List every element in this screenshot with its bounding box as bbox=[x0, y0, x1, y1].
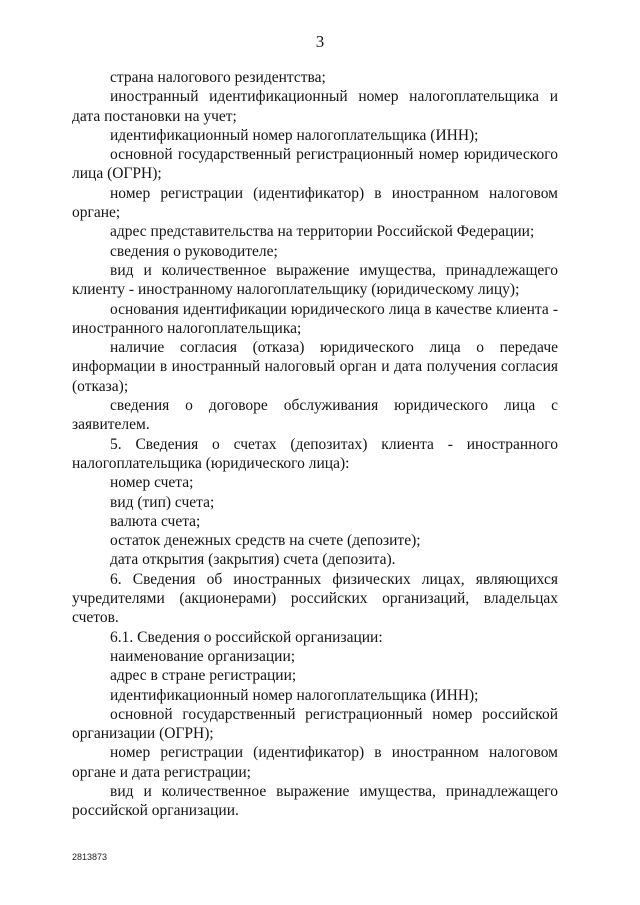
paragraph: идентификационный номер налогоплательщика (ИНН); bbox=[110, 686, 479, 704]
paragraph: идентификационный номер налогоплательщика (ИНН); bbox=[110, 126, 479, 144]
paragraph: дата открытия (закрытия) счета (депозита). bbox=[110, 551, 396, 569]
document-id: 2813873 bbox=[72, 852, 108, 862]
paragraph: основной государственный регистрационный номер российской организации (ОГРН); bbox=[72, 705, 558, 743]
paragraph: адрес представительства на территории Российской Федерации; bbox=[110, 223, 535, 241]
paragraph: вид и количественное выражение имущества, принадлежащего российской организации. bbox=[72, 782, 558, 820]
subsection-heading: 6.1. Сведения о российской организации: bbox=[110, 628, 383, 646]
paragraph: номер регистрации (идентификатор) в иностранном налоговом органе и дата регистрации; bbox=[72, 744, 558, 781]
paragraph: основной государственный регистрационный номер юридического лица (ОГРН); bbox=[72, 146, 558, 183]
paragraph: адрес в стране регистрации; bbox=[110, 667, 297, 685]
paragraph: наличие согласия (отказа) юридического лица о передаче информации в иностранный налоговый орган и дата получения согласия (отказа); bbox=[72, 339, 558, 395]
paragraph: сведения о договоре обслуживания юридического лица с заявителем. bbox=[72, 397, 558, 434]
section-heading: 5. Сведения о счетах (депозитах) клиента - иностранного налогоплательщика (юридического лица): bbox=[72, 435, 558, 472]
paragraph: вид и количественное выражение имущества, принадлежащего клиенту - иностранному налогоплательщику (юридическому лицу); bbox=[72, 261, 558, 299]
page-number: 3 bbox=[315, 32, 325, 51]
paragraph: остаток денежных средств на счете (депозите); bbox=[110, 532, 421, 550]
paragraph: основания идентификации юридического лица в качестве клиента - иностранного налогоплательщика; bbox=[72, 300, 558, 337]
paragraph: страна налогового резидентства; bbox=[110, 69, 326, 86]
paragraph: сведения о руководителе; bbox=[110, 242, 278, 260]
paragraph: вид (тип) счета; bbox=[110, 493, 215, 511]
paragraph: номер счета; bbox=[110, 474, 194, 492]
paragraph: иностранный идентификационный номер налогоплательщика и дата постановки на учет; bbox=[72, 88, 558, 125]
section-heading: 6. Сведения об иностранных физических лицах, являющихся учредителями (акционерами) российских организаций, владельцах счетов. bbox=[72, 570, 558, 627]
paragraph: наименование организации; bbox=[110, 647, 296, 665]
paragraph: номер регистрации (идентификатор) в иностранном налоговом органе; bbox=[72, 184, 558, 222]
paragraph: валюта счета; bbox=[110, 512, 201, 530]
body-text bbox=[72, 68, 558, 821]
